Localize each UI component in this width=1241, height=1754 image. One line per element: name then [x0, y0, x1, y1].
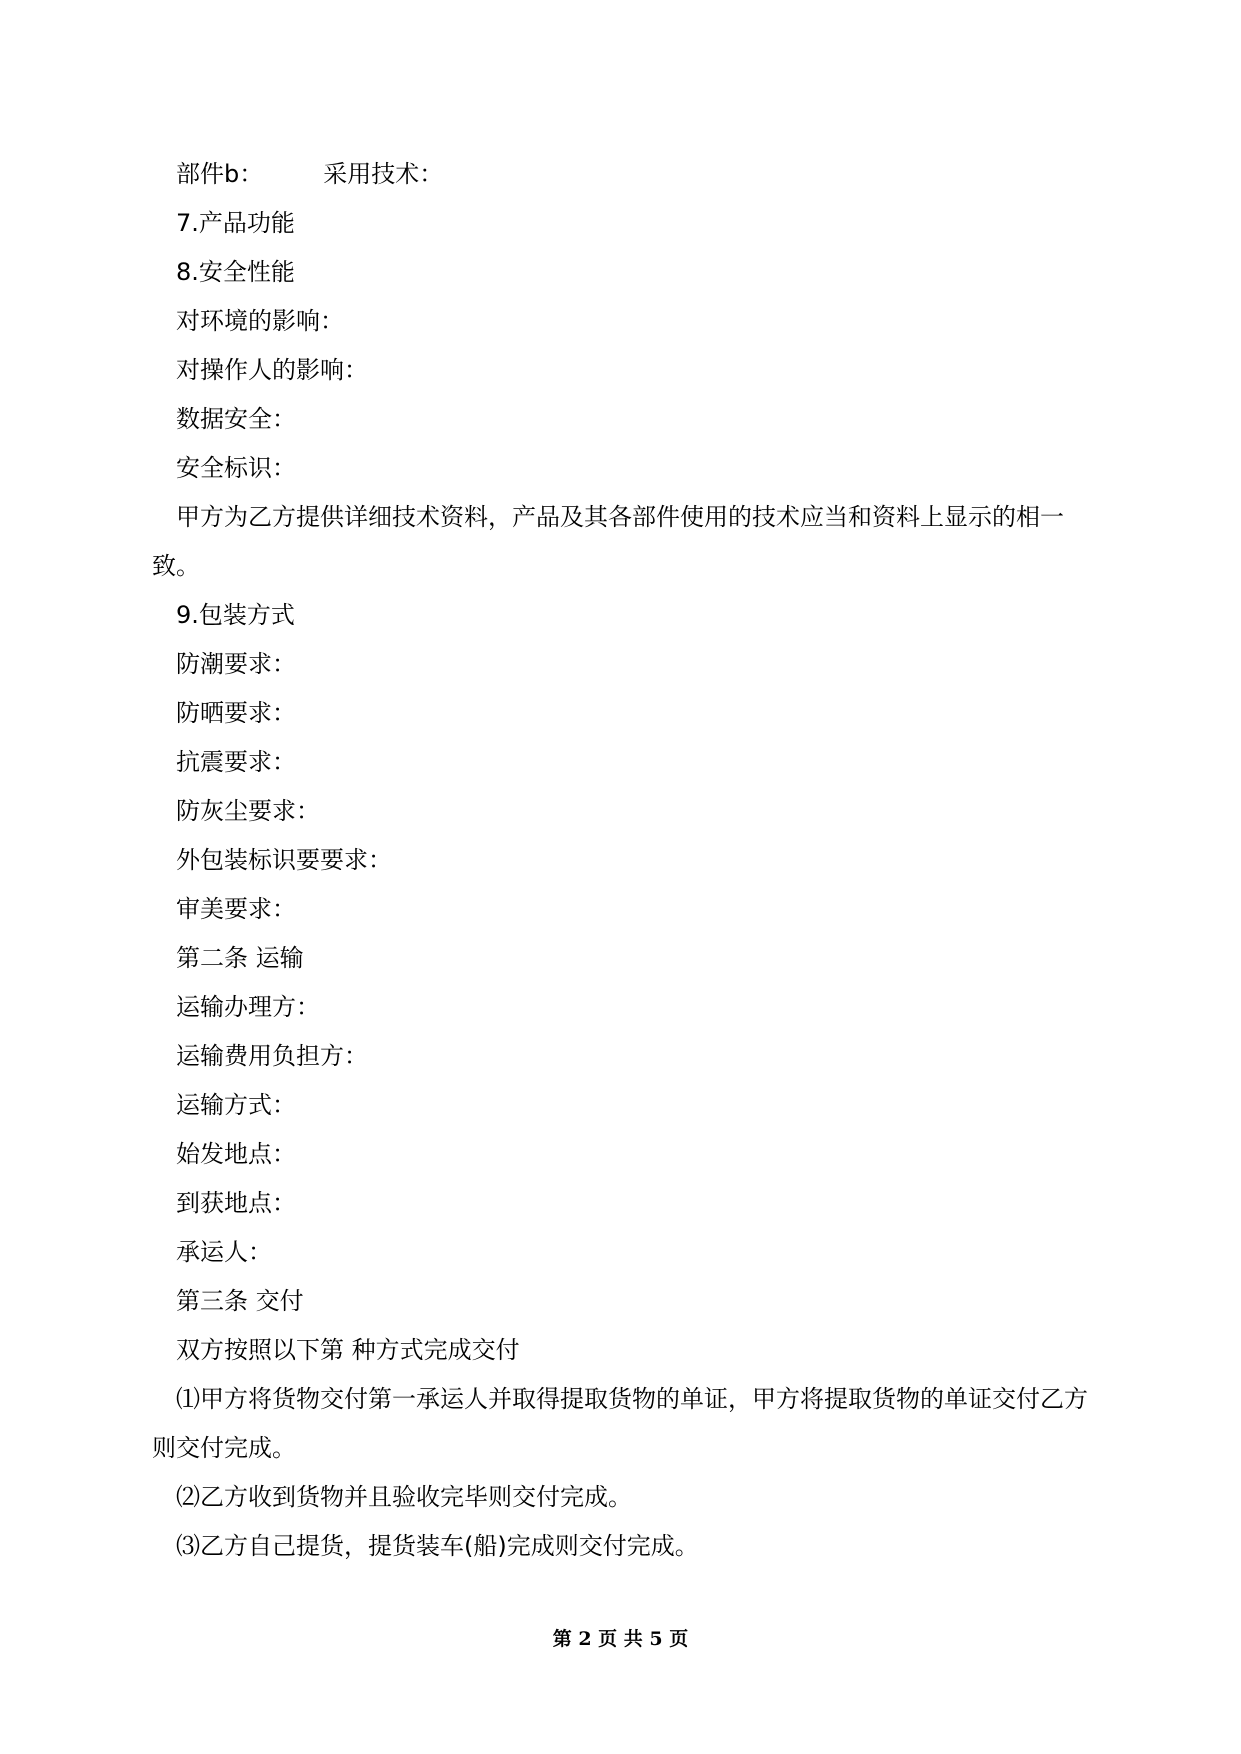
section-heading-packaging: 9.包装方式 [176, 601, 295, 629]
text-line-transport-mode: 运输方式： [176, 1091, 296, 1119]
text-line-destination: 到获地点： [176, 1189, 296, 1217]
text-line-operator-impact: 对操作人的影响： [176, 356, 368, 384]
text-line-safety-marking: 安全标识： [176, 454, 296, 482]
text-line-part-b [152, 150, 1092, 199]
paragraph-technical-data: 甲方为乙方提供详细技术资料，产品及其各部件使用的技术应当和资料上显示的相一致。 [152, 503, 1064, 580]
text-line-environment-impact: 对环境的影响： [176, 307, 344, 335]
document-body [152, 150, 1092, 1571]
text-line-sun: 防晒要求： [176, 699, 296, 727]
text-line-origin: 始发地点： [176, 1140, 296, 1168]
text-line-dust: 防灰尘要求： [176, 797, 320, 825]
technology-label: 采用技术： [323, 160, 444, 188]
part-b-label: 部件b： [176, 160, 264, 188]
text-line-data-security: 数据安全： [176, 405, 296, 433]
section-heading-safety-performance: 8.安全性能 [176, 258, 295, 286]
paragraph-delivery-option-1: ⑴甲方将货物交付第一承运人并取得提取货物的单证，甲方将提取货物的单证交付乙方则交付完成。 [152, 1385, 1088, 1462]
text-line-delivery-method: 双方按照以下第 种方式完成交付 [176, 1336, 520, 1364]
section-heading-product-function: 7.产品功能 [176, 209, 295, 237]
text-line-delivery-option-3: ⑶乙方自己提货，提货装车(船)完成则交付完成。 [176, 1532, 699, 1560]
text-line-transport-cost: 运输费用负担方： [176, 1042, 368, 1070]
text-line-aesthetic: 审美要求： [176, 895, 296, 923]
text-line-outer-label: 外包装标识要要求： [176, 846, 392, 874]
text-line-carrier: 承运人： [176, 1238, 272, 1266]
text-line-delivery-option-2: ⑵乙方收到货物并且验收完毕则交付完成。 [176, 1483, 632, 1511]
article-heading-transport: 第二条 运输 [176, 944, 304, 972]
text-line-transport-handler: 运输办理方： [176, 993, 320, 1021]
page-number-footer: 第 2 页 共 5 页 [552, 1628, 689, 1650]
text-line-shock: 抗震要求： [176, 748, 296, 776]
text-line-moisture: 防潮要求： [176, 650, 296, 678]
article-heading-delivery: 第三条 交付 [176, 1287, 304, 1315]
